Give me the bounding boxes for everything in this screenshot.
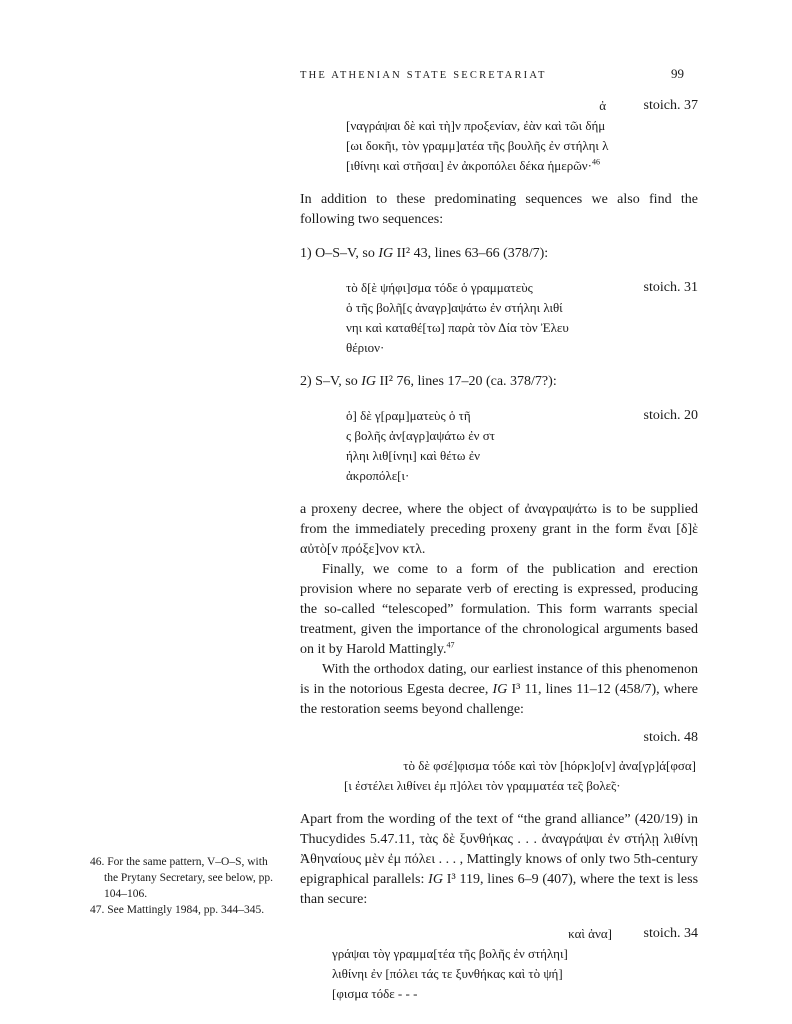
- paragraph-text: 119, lines 6–9 (407), where the text is less than secure:: [300, 872, 699, 907]
- paragraph: a proxeny decree, where the object of ἀναγραψάτω is to be supplied from the immediately preceding proxeny grant in the form ἔναι [δ]ὲ αὐτὸ[ν πρόξε]νον κτλ.: [300, 502, 698, 557]
- page-number: 99: [671, 66, 684, 81]
- ig-abbrev: IG: [428, 872, 443, 887]
- stoich-label: stoich. 31: [643, 280, 698, 295]
- greek-text: [344, 756, 696, 796]
- stoich-label: stoich. 20: [643, 408, 698, 423]
- greek-line-text: [ιθίνηι καὶ στῆσαι] ἐν ἀκροπόλει δέκα ἡμερῶν·: [346, 158, 592, 173]
- greek-line: γράψαι τὸγ γραμμα[τέα τῆς βολῆς ἐν στήληι]: [332, 946, 568, 961]
- running-head: THE ATHENIAN STATE SECRETARIAT: [300, 70, 547, 81]
- page-header: [300, 66, 684, 82]
- ig-volume: I³: [511, 682, 521, 697]
- ig-volume: II²: [379, 374, 394, 389]
- footnotes: [90, 854, 276, 918]
- heading-text: 43, lines 63–66 (378/7):: [410, 246, 549, 261]
- greek-line: τὸ δὲ φσέ]φισμα τόδε καὶ τὸν [hόρκ]ο[ν] ἀνα[γρ]ά[φσα]: [403, 758, 696, 773]
- greek-line: λιθίνηι ἐν [πόλει τάς τε ξυνθήκας καὶ τὸ ψή]: [332, 966, 563, 981]
- paragraph-text: Finally, we come to a form of the publication and erection provision where no separate verb of erecting is expressed, producing the so-called “telescoped” formulation. This form warrants special treatment, given the importance of the chronological arguments based on it by Harold Mattingly.: [300, 562, 698, 657]
- ig-abbrev: IG: [378, 246, 394, 261]
- greek-line: ἀ: [599, 98, 606, 113]
- sequence-heading: [300, 244, 698, 264]
- greek-line: [φισμα τόδε - - -: [332, 986, 418, 1001]
- greek-line: [ναγράψαι δὲ καὶ τὴ]ν προξενίαν, ἐὰν καὶ τῶι δήμ: [346, 118, 606, 133]
- inscription-block-2: [300, 278, 698, 358]
- stoich-label: stoich. 34: [643, 926, 698, 941]
- heading-text: 76, lines 17–20 (ca. 378/7?):: [393, 374, 557, 389]
- ig-abbrev: IG: [492, 682, 508, 697]
- main-text: [300, 96, 698, 1004]
- stoich-label: stoich. 37: [643, 98, 698, 113]
- greek-line: [ωι δοκῆι, τὸν γραμμ]ατέα τῆς βουλῆς ἐν στήληι λ: [346, 138, 609, 153]
- heading-text: 1) O–S–V, so: [300, 246, 379, 261]
- footnote: 47. See Mattingly 1984, pp. 344–345.: [90, 904, 265, 916]
- greek-line: καὶ ἀνα]: [568, 926, 612, 941]
- greek-line: ήληι λιθ[ίνηι] καὶ θέτω ἐν: [346, 448, 481, 463]
- greek-line: τὸ δ[ὲ ψήφι]σμα τόδε ὁ γραμματεὺς: [346, 280, 533, 295]
- paragraph-text: Apart from the wording of the text of “the grand alliance” (420/19) in Thucydides 5.47.11, τὰς δὲ ξυνθήκας . . . ἀναγράψαι ἐν στήλῃ λιθίνῃ Ἀθηναίους μὲν ἐμ πόλει . . . , Mattingly knows of only two 5th-century epigraphical parallels:: [300, 812, 699, 887]
- greek-line: ἀκροπόλε[ι·: [346, 468, 410, 483]
- footnote-ref: 46: [591, 157, 600, 167]
- paragraph: [300, 560, 698, 660]
- greek-text: [346, 406, 646, 486]
- ig-volume: II²: [396, 246, 411, 261]
- footnote-ref: 47: [446, 640, 455, 650]
- paragraph: [300, 660, 698, 720]
- ig-abbrev: IG: [361, 374, 376, 389]
- paragraph-text: 11, lines 11–12 (458/7), where the restoration seems beyond challenge:: [300, 682, 698, 717]
- greek-line: ς βολῆς ἀν[αγρ]αψάτω ἐν στ: [346, 428, 496, 443]
- greek-text: [346, 96, 676, 176]
- greek-line: θέριον·: [346, 340, 385, 355]
- paragraph: In addition to these predominating sequences we also find the following two sequences:: [300, 192, 698, 227]
- inscription-block-3: [300, 406, 698, 486]
- footnote: 46. For the same pattern, V–O–S, with the Prytany Secretary, see below, pp. 104–106.: [90, 856, 274, 900]
- paragraph: [300, 810, 698, 910]
- heading-text: 2) S–V, so: [300, 374, 362, 389]
- inscription-block-1: [300, 96, 698, 176]
- greek-line: [ι ἐστέλει λιθίνει ἐμ π]όλει τὸν γραμματέα τε̃ς βολε̃ς·: [344, 778, 621, 793]
- sequence-heading: [300, 372, 698, 392]
- greek-line: ὁ] δὲ γ[ραμ]ματεὺς ὁ τῆ: [346, 408, 471, 423]
- greek-line: ὁ τῆς βολῆ[ς ἀναγρ]αψάτω ἐν στήληι λιθί: [346, 300, 563, 315]
- inscription-block-final: [300, 924, 698, 1004]
- greek-line: νηι καὶ καταθέ[τω] παρὰ τὸν Δία τὸν Ἐλευ: [346, 320, 569, 335]
- greek-text: [332, 924, 612, 1004]
- paragraph-text: With the orthodox dating, our earliest instance of this phenomenon is in the notorious Egesta decree,: [300, 662, 698, 697]
- ig-volume: I³: [446, 872, 456, 887]
- inscription-block-egesta: [300, 756, 698, 796]
- stoich-label: stoich. 48: [643, 730, 698, 745]
- greek-text: [346, 278, 646, 358]
- greek-line: [346, 156, 676, 176]
